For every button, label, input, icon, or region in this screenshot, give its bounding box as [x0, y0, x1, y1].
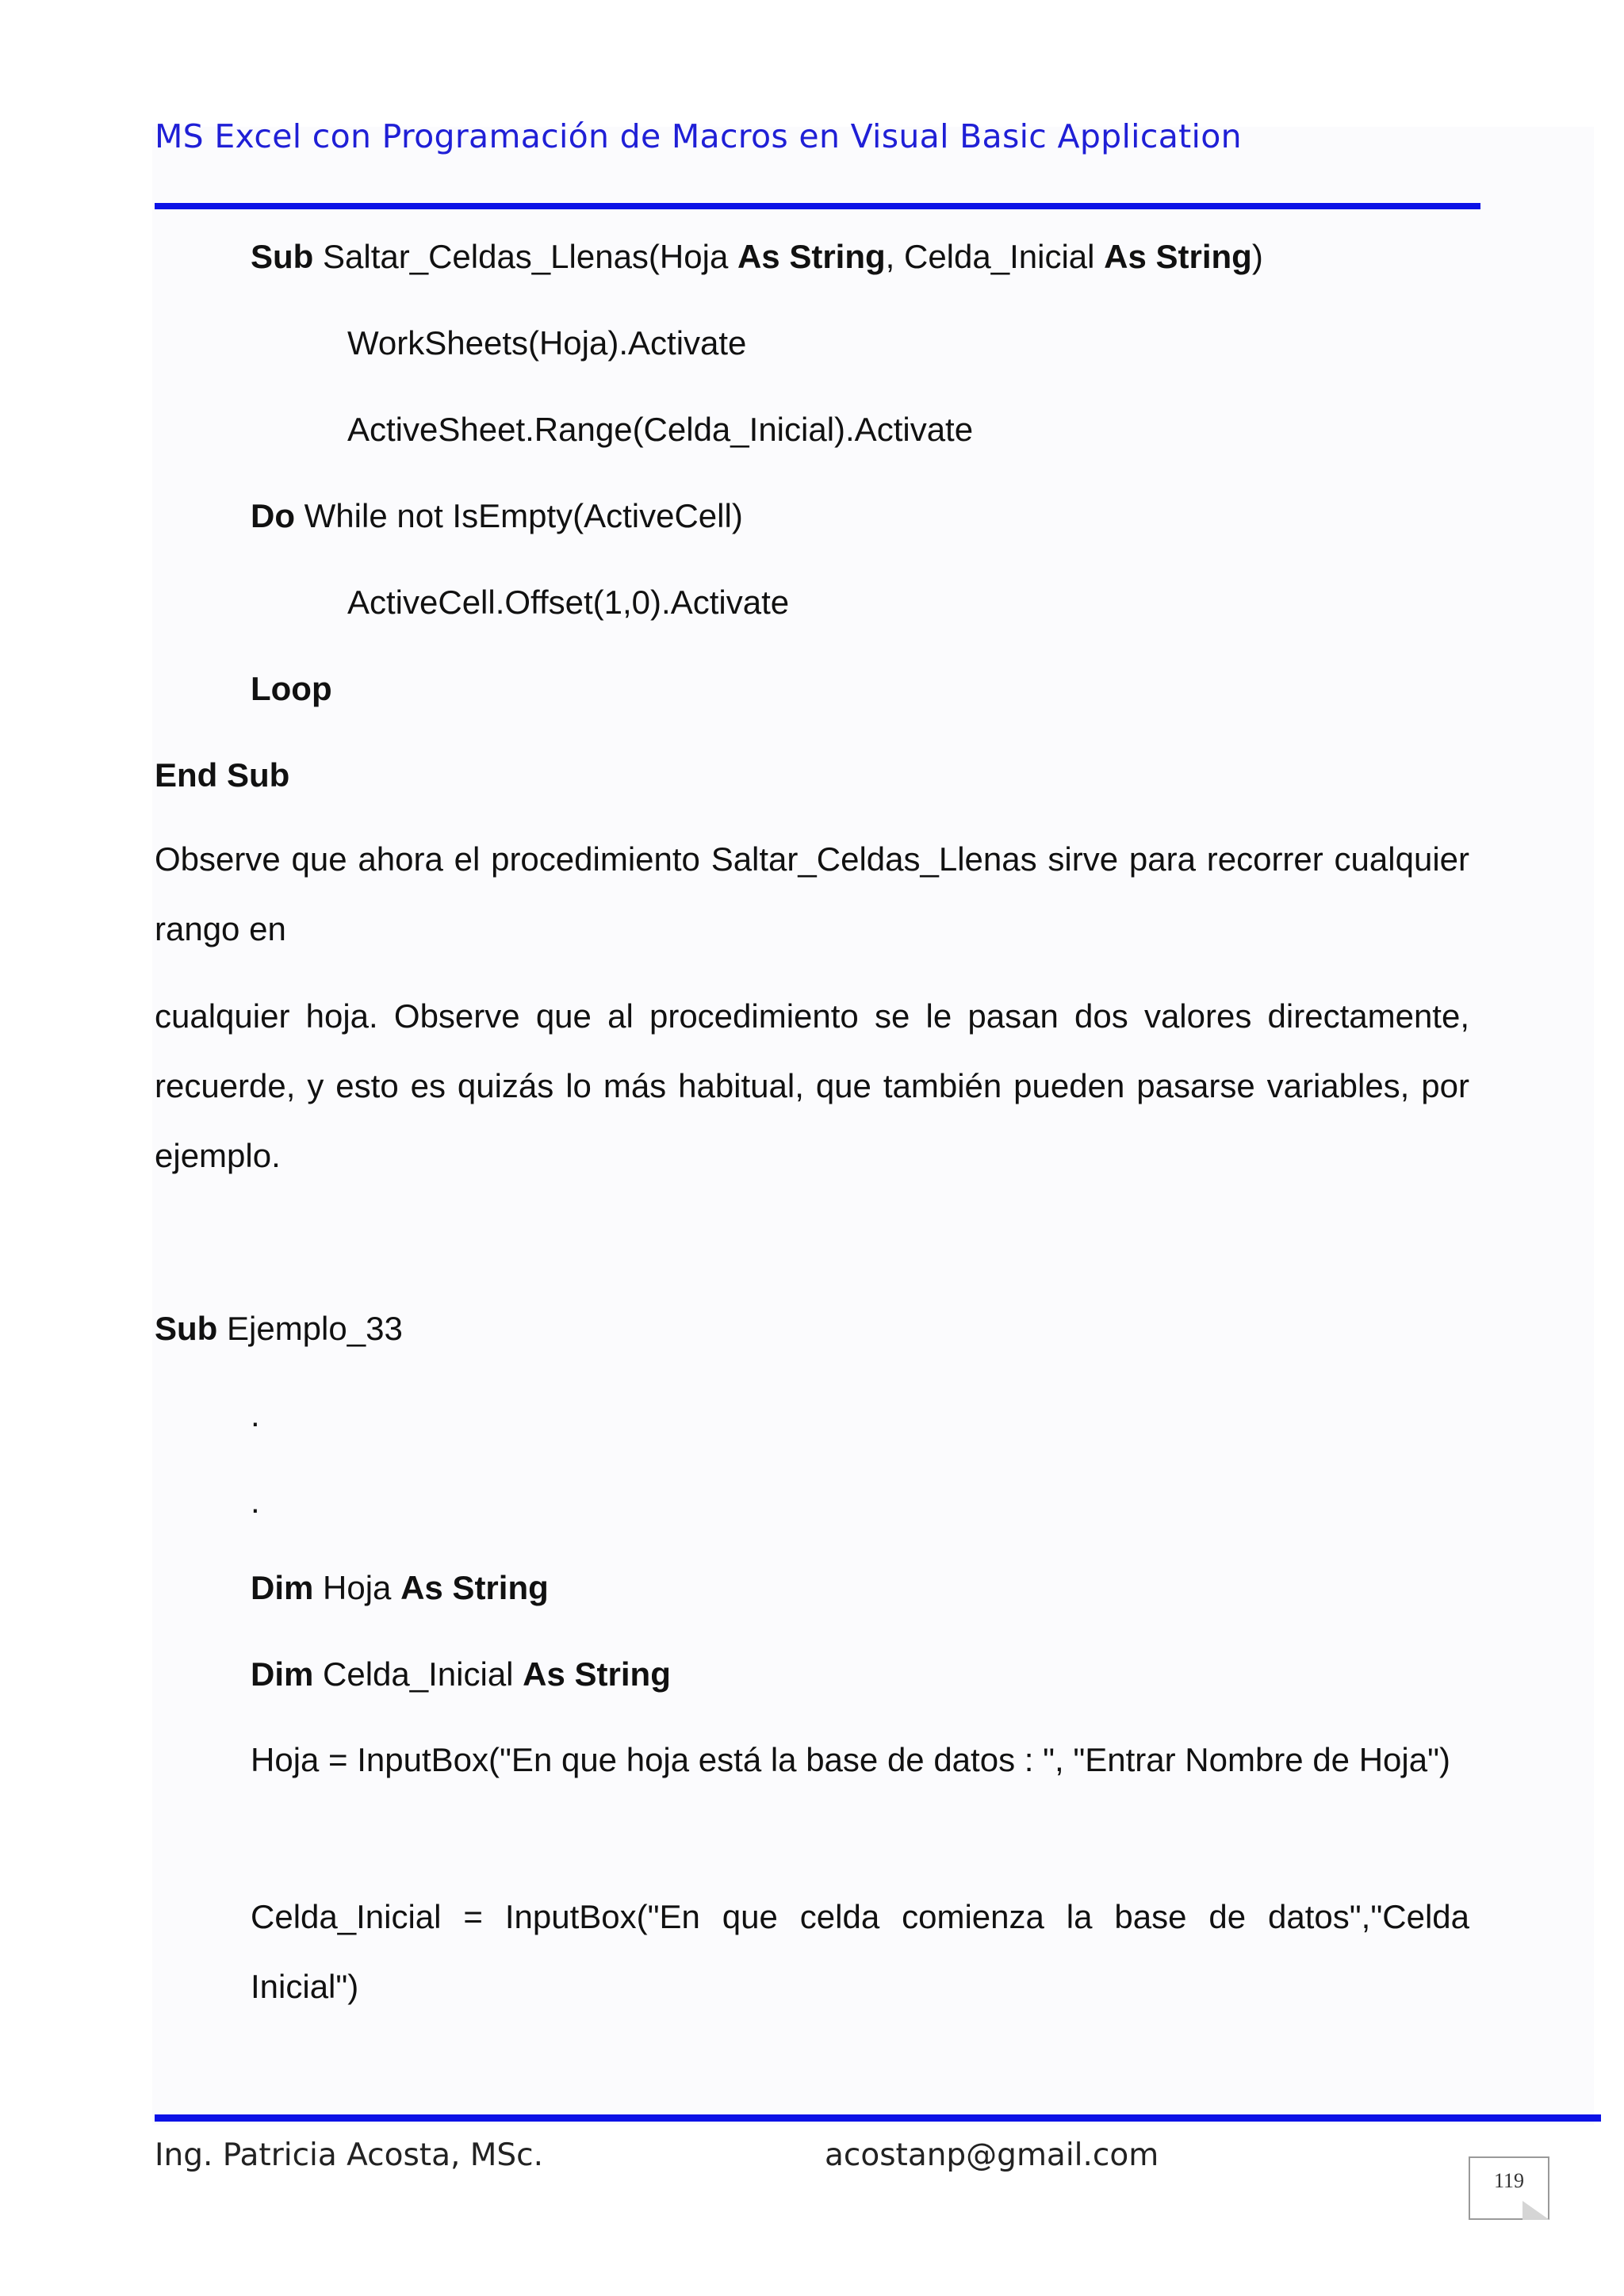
footer-author: Ing. Patricia Acosta, MSc. [155, 2137, 544, 2173]
paragraph-observe-2: cualquier hoja. Observe que al procedimiento se le pasan dos valores directamente, recuerde, y esto es quizás lo más habitual, que también pueden pasarse variables, por ejemplo. [155, 997, 1469, 1174]
keyword-as-string: As String [400, 1569, 549, 1606]
header-rule [155, 203, 1480, 209]
keyword-as-string: As String [1104, 238, 1252, 275]
sub-params: , Celda_Inicial [885, 238, 1105, 275]
code-line-activate-sheet: WorkSheets(Hoja).Activate [347, 324, 747, 362]
keyword-as-string: As String [523, 1655, 671, 1693]
header-title: MS Excel con Programación de Macros en Visual Basic Application [155, 117, 1242, 155]
code-line-activate-range: ActiveSheet.Range(Celda_Inicial).Activate [347, 411, 974, 448]
sub-close: ) [1251, 238, 1263, 275]
code-line-hoja-inputbox: Hoja = InputBox("En que hoja está la base de datos : ", "Entrar Nombre de Hoja") [251, 1741, 1450, 1778]
code-line-loop: Loop [251, 670, 332, 707]
page-number: 119 [1493, 2169, 1525, 2192]
do-condition: While not IsEmpty(ActiveCell) [295, 497, 743, 534]
footer-email: acostanp@gmail.com [825, 2137, 1159, 2173]
dim-variable: Hoja [313, 1569, 401, 1606]
code-line-ellipsis-dot: . [251, 1396, 260, 1433]
code-line-offset: ActiveCell.Offset(1,0).Activate [347, 584, 790, 621]
footer-rule [155, 2114, 1601, 2122]
code-line-sub-declaration [251, 235, 1263, 279]
code-line-dim-hoja [251, 1566, 549, 1610]
dim-variable: Celda_Inicial [313, 1655, 523, 1693]
paragraph-observe-1: Observe que ahora el procedimiento Saltar_Celdas_Llenas sirve para recorrer cualquier rango en [155, 840, 1469, 947]
code-line-sub-ejemplo [155, 1307, 403, 1351]
code-line-end-sub: End Sub [155, 756, 290, 794]
keyword-dim: Dim [251, 1569, 314, 1606]
keyword-do: Do [251, 497, 295, 534]
code-line-ellipsis-dot: . [251, 1483, 260, 1520]
sub-name: Ejemplo_33 [217, 1310, 403, 1347]
keyword-sub: Sub [155, 1310, 218, 1347]
page-number-box [1469, 2156, 1549, 2220]
sub-name: Saltar_Celdas_Llenas(Hoja [313, 238, 737, 275]
page-fold-icon [1522, 2201, 1549, 2220]
code-line-do-while [251, 494, 743, 538]
code-line-dim-celda [251, 1652, 671, 1697]
keyword-dim: Dim [251, 1655, 314, 1693]
code-line-celda-inputbox: Celda_Inicial = InputBox("En que celda comienza la base de datos","Celda Inicial") [251, 1898, 1469, 2005]
keyword-as-string: As String [737, 238, 886, 275]
keyword-sub: Sub [251, 238, 314, 275]
